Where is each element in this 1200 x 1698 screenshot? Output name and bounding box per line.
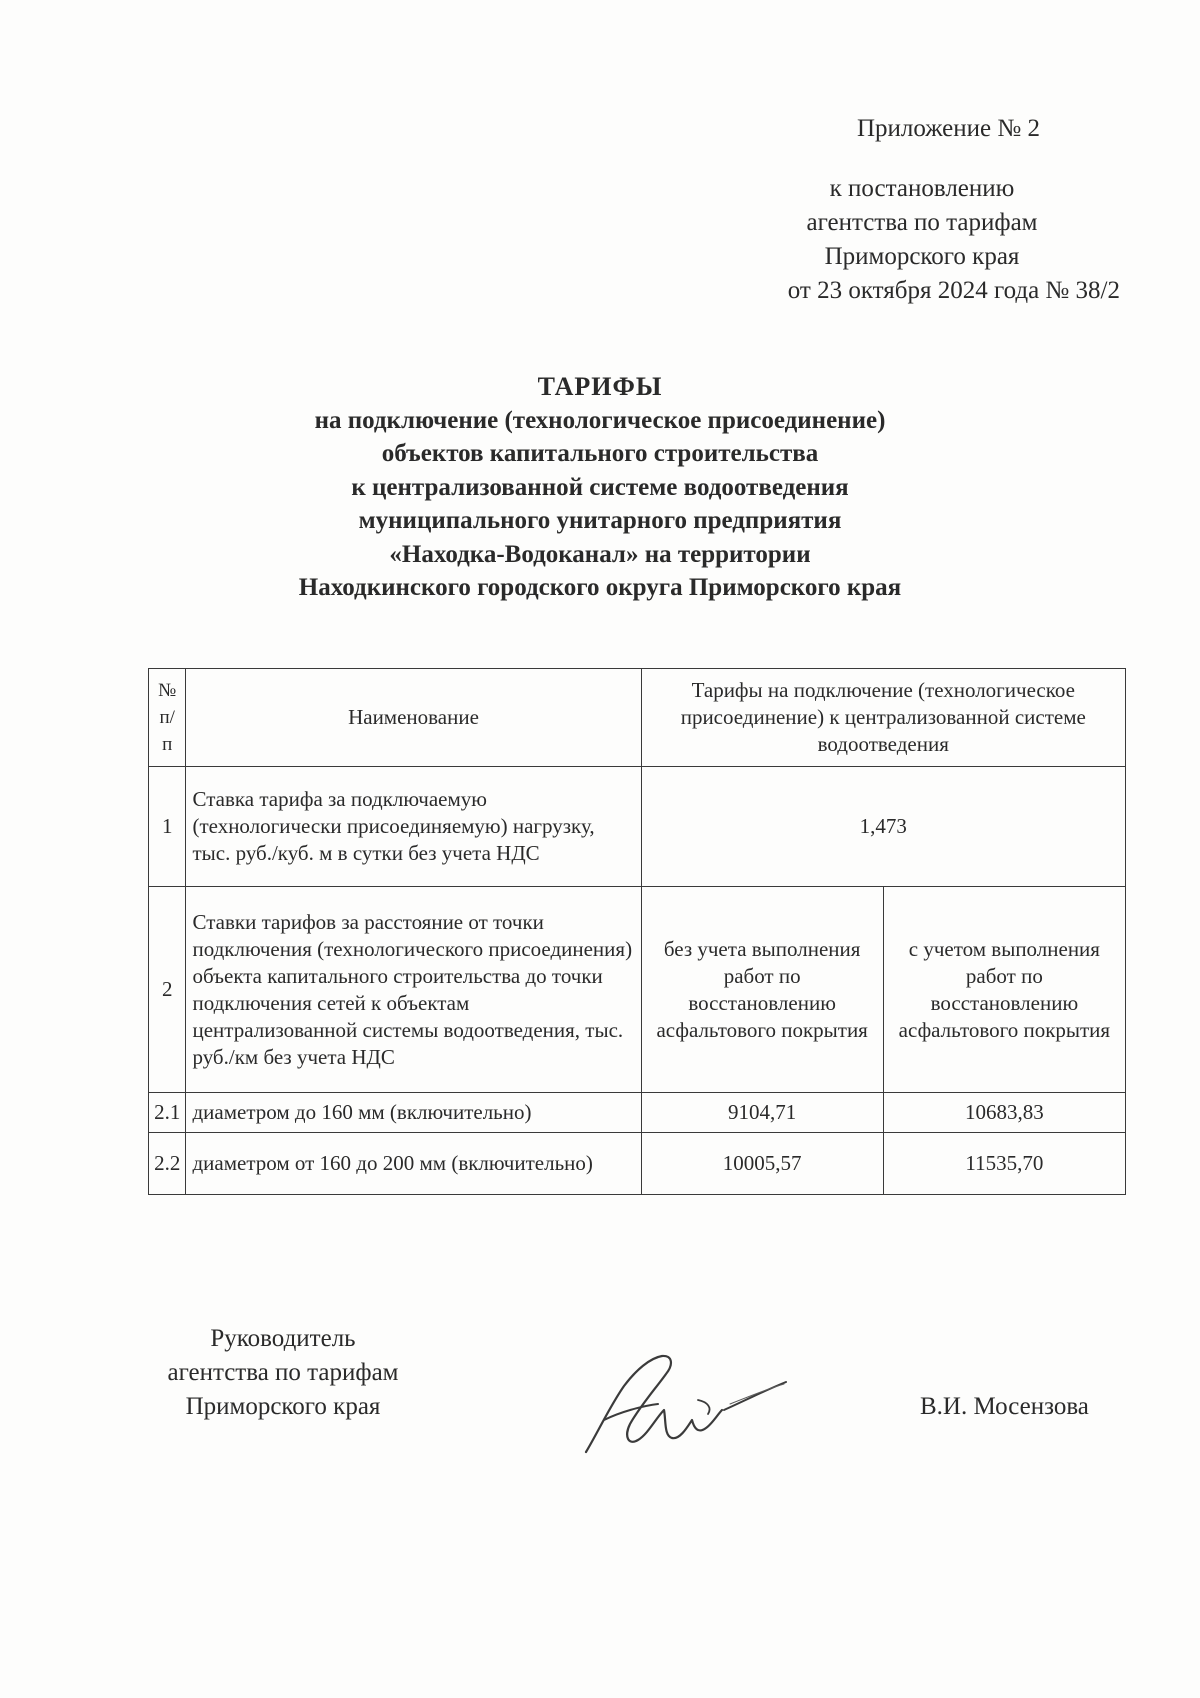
appendix-date: от 23 октября 2024 года № 38/2 xyxy=(787,277,1120,304)
heading-line: к централизованной системе водоотведения xyxy=(351,473,849,501)
appendix-line: к постановлению xyxy=(829,175,1015,202)
row-number: 2.1 xyxy=(149,1093,186,1133)
table-row xyxy=(149,887,1126,1093)
appendix-block xyxy=(700,112,1120,308)
signer-position-line: агентства по тарифам xyxy=(167,1359,399,1386)
heading-line: Находкинского городского округа Приморского края xyxy=(298,574,902,601)
row-value-b: 10683,83 xyxy=(883,1093,1125,1133)
row-name: диаметром от 160 до 200 мм (включительно) xyxy=(186,1133,641,1195)
row-name: диаметром до 160 мм (включительно) xyxy=(186,1093,641,1133)
appendix-line: Приморского края xyxy=(824,243,1020,270)
handwritten-signature xyxy=(580,1348,790,1458)
row-number: 2 xyxy=(149,887,186,1093)
table-row xyxy=(149,1133,1126,1195)
row-value-b: 11535,70 xyxy=(883,1133,1125,1195)
table-row xyxy=(149,767,1126,887)
appendix-line: агентства по тарифам xyxy=(806,209,1038,236)
signer-position-line: Руководитель xyxy=(210,1325,356,1352)
row-name: Ставки тарифов за расстояние от точки подключения (технологического присоединения) объекта капитального строительства до точки подключения сетей к объектам централизованной системы водоотведения, тыс. руб./км без учета НДС xyxy=(186,887,641,1093)
row-value-a: 10005,57 xyxy=(641,1133,883,1195)
heading-line: объектов капитального строительства xyxy=(381,440,819,467)
row-column-b: с учетом выполнения работ по восстановлению асфальтового покрытия xyxy=(883,887,1125,1093)
heading-line: на подключение (технологическое присоединение) xyxy=(314,406,886,434)
signer-position xyxy=(138,1322,428,1424)
tariff-table xyxy=(148,668,1126,1195)
signer-name: В.И. Мосензова xyxy=(920,1393,1089,1420)
document-heading xyxy=(180,370,1020,605)
table-header-row xyxy=(149,669,1126,767)
header-number-cell xyxy=(149,669,186,767)
row-number: 2.2 xyxy=(149,1133,186,1195)
heading-line: муниципального унитарного предприятия xyxy=(358,507,842,534)
heading-line: «Находка-Водоканал» на территории xyxy=(389,540,811,568)
header-number-line: п/ xyxy=(159,707,175,728)
header-number-line: № xyxy=(158,680,177,701)
row-number: 1 xyxy=(149,767,186,887)
header-number-line: п xyxy=(162,734,173,755)
signer-position-line: Приморского края xyxy=(185,1393,381,1420)
row-value: 1,473 xyxy=(641,767,1125,887)
header-tariffs-cell: Тарифы на подключение (технологическое присоединение) к централизованной системе водоотведения xyxy=(641,669,1125,767)
appendix-title: Приложение № 2 xyxy=(856,115,1040,142)
heading-title: ТАРИФЫ xyxy=(537,372,663,401)
appendix-reference xyxy=(700,172,1120,308)
row-name: Ставка тарифа за подключаемую (технологически присоединяемую) нагрузку, тыс. руб./куб. м в сутки без учета НДС xyxy=(186,767,641,887)
row-value-a: 9104,71 xyxy=(641,1093,883,1133)
table-row xyxy=(149,1093,1126,1133)
row-column-a: без учета выполнения работ по восстановлению асфальтового покрытия xyxy=(641,887,883,1093)
header-name-cell: Наименование xyxy=(186,669,641,767)
